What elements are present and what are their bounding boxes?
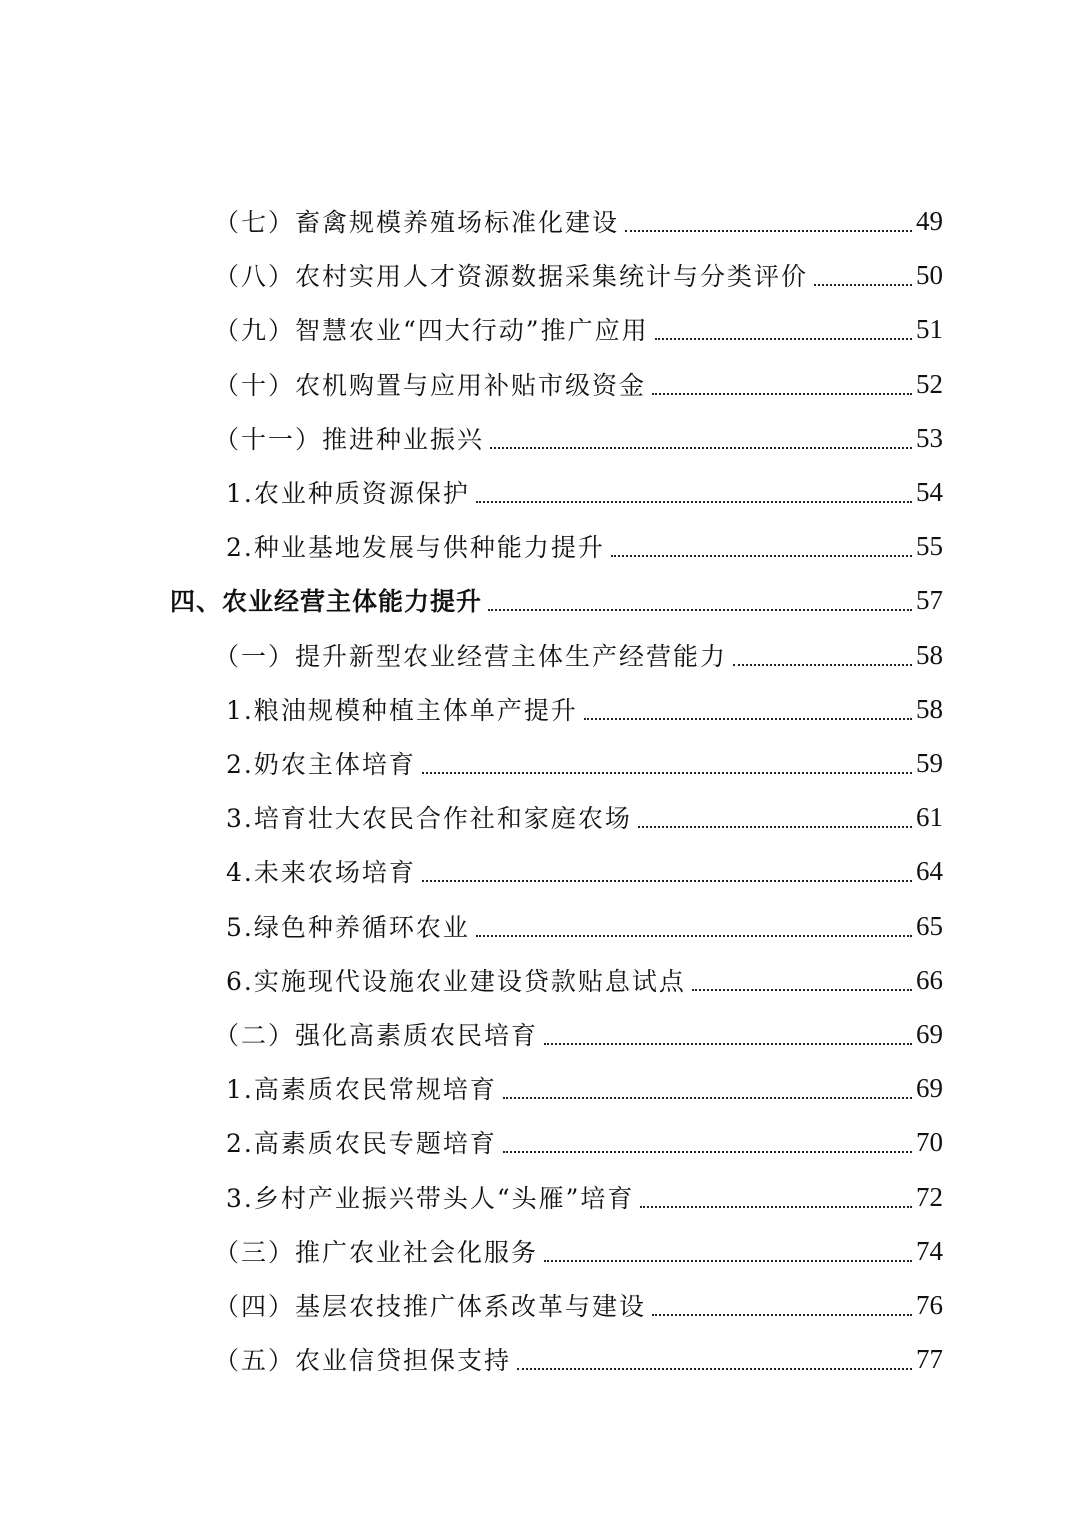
toc-entry-page-number: 66: [916, 964, 943, 995]
toc-entry-title: 6.实施现代设施农业建设贷款贴息试点: [226, 967, 686, 996]
toc-entry-page-number: 51: [916, 313, 943, 344]
toc-entry-page-number: 65: [916, 910, 943, 941]
toc-dot-leader: [655, 338, 912, 340]
toc-entry[interactable]: [226, 953, 943, 1007]
toc-entry[interactable]: [226, 682, 943, 736]
toc-entry[interactable]: [214, 1278, 943, 1332]
toc-entry-title: （三）推广农业社会化服务: [214, 1238, 539, 1267]
toc-entry-title: （一）提升新型农业经营主体生产经营能力: [214, 642, 728, 671]
toc-dot-leader: [625, 230, 912, 232]
toc-dot-leader: [652, 1314, 912, 1316]
toc-entry[interactable]: [214, 357, 943, 411]
toc-entry-title: 2.高素质农民专题培育: [226, 1129, 497, 1158]
toc-dot-leader: [490, 447, 912, 449]
toc-entry[interactable]: [214, 628, 943, 682]
toc-entry-title: （二）强化高素质农民培育: [214, 1021, 539, 1050]
toc-entry[interactable]: [214, 1332, 943, 1386]
toc-entry[interactable]: [214, 302, 943, 356]
toc-entry-title: （十一）推进种业振兴: [214, 425, 485, 454]
toc-dot-leader: [422, 880, 912, 882]
toc-entry-page-number: 55: [916, 530, 943, 561]
toc-entry-page-number: 50: [916, 259, 943, 290]
toc-dot-leader: [517, 1368, 912, 1370]
toc-dot-leader: [584, 718, 912, 720]
toc-dot-leader: [611, 555, 912, 557]
toc-dot-leader: [692, 989, 912, 991]
toc-entry-page-number: 76: [916, 1289, 943, 1320]
toc-dot-leader: [544, 1043, 912, 1045]
toc-entry-page-number: 49: [916, 205, 943, 236]
toc-entry-page-number: 77: [916, 1343, 943, 1374]
toc-entry-page-number: 64: [916, 855, 943, 886]
toc-entry-page-number: 72: [916, 1181, 943, 1212]
toc-entry[interactable]: [226, 1061, 943, 1115]
toc-entry-title: 四、农业经营主体能力提升: [170, 587, 483, 616]
toc-entry[interactable]: [226, 1115, 943, 1169]
toc-entry-page-number: 61: [916, 801, 943, 832]
toc-entry-title: 4.未来农场培育: [226, 858, 416, 887]
toc-entry-page-number: 53: [916, 422, 943, 453]
toc-entry[interactable]: [170, 573, 943, 627]
toc-entry-title: 3.培育壮大农民合作社和家庭农场: [226, 804, 632, 833]
toc-entry-title: 2.种业基地发展与供种能力提升: [226, 533, 605, 562]
toc-entry-title: 3.乡村产业振兴带头人“头雁”培育: [226, 1184, 635, 1213]
toc-entry[interactable]: [226, 844, 943, 898]
toc-entry-page-number: 54: [916, 476, 943, 507]
toc-dot-leader: [476, 935, 912, 937]
toc-entry-title: （八）农村实用人才资源数据采集统计与分类评价: [214, 262, 809, 291]
toc-entry-title: （五）农业信贷担保支持: [214, 1346, 512, 1375]
toc-entry-title: （九）智慧农业“四大行动”推广应用: [214, 316, 649, 345]
toc-dot-leader: [814, 284, 912, 286]
toc-entry-page-number: 59: [916, 747, 943, 778]
toc-entry-page-number: 52: [916, 368, 943, 399]
toc-dot-leader: [733, 664, 912, 666]
toc-dot-leader: [638, 826, 912, 828]
toc-dot-leader: [640, 1206, 912, 1208]
toc-entry[interactable]: [214, 1224, 943, 1278]
toc-entry-page-number: 57: [916, 584, 943, 615]
toc-entry-title: 1.高素质农民常规培育: [226, 1075, 497, 1104]
toc-dot-leader: [422, 772, 912, 774]
toc-entry-title: （四）基层农技推广体系改革与建设: [214, 1292, 647, 1321]
toc-entry-title: （十）农机购置与应用补贴市级资金: [214, 371, 647, 400]
toc-dot-leader: [503, 1097, 912, 1099]
toc-dot-leader: [544, 1260, 912, 1262]
toc-entry-page-number: 69: [916, 1018, 943, 1049]
toc-entry-page-number: 58: [916, 639, 943, 670]
toc-dot-leader: [488, 609, 912, 611]
toc-entry-page-number: 69: [916, 1072, 943, 1103]
toc-entry-title: 5.绿色种养循环农业: [226, 913, 470, 942]
toc-entry-page-number: 58: [916, 693, 943, 724]
toc-entry-title: （七）畜禽规模养殖场标准化建设: [214, 208, 620, 237]
toc-entry[interactable]: [226, 1170, 943, 1224]
toc-dot-leader: [652, 393, 912, 395]
toc-entry[interactable]: [226, 736, 943, 790]
toc-entry-title: 1.粮油规模种植主体单产提升: [226, 696, 578, 725]
toc-entry[interactable]: [214, 1007, 943, 1061]
toc-entry[interactable]: [214, 411, 943, 465]
toc-entry[interactable]: [226, 465, 943, 519]
toc-dot-leader: [503, 1151, 912, 1153]
toc-entry-page-number: 74: [916, 1235, 943, 1266]
toc-dot-leader: [476, 501, 912, 503]
toc-entry[interactable]: [226, 519, 943, 573]
toc-entry[interactable]: [226, 899, 943, 953]
toc-entry-title: 2.奶农主体培育: [226, 750, 416, 779]
toc-entry-title: 1.农业种质资源保护: [226, 479, 470, 508]
toc-entry[interactable]: [214, 248, 943, 302]
toc-entry[interactable]: [226, 790, 943, 844]
toc-entry-page-number: 70: [916, 1126, 943, 1157]
toc-entry[interactable]: [214, 194, 943, 248]
